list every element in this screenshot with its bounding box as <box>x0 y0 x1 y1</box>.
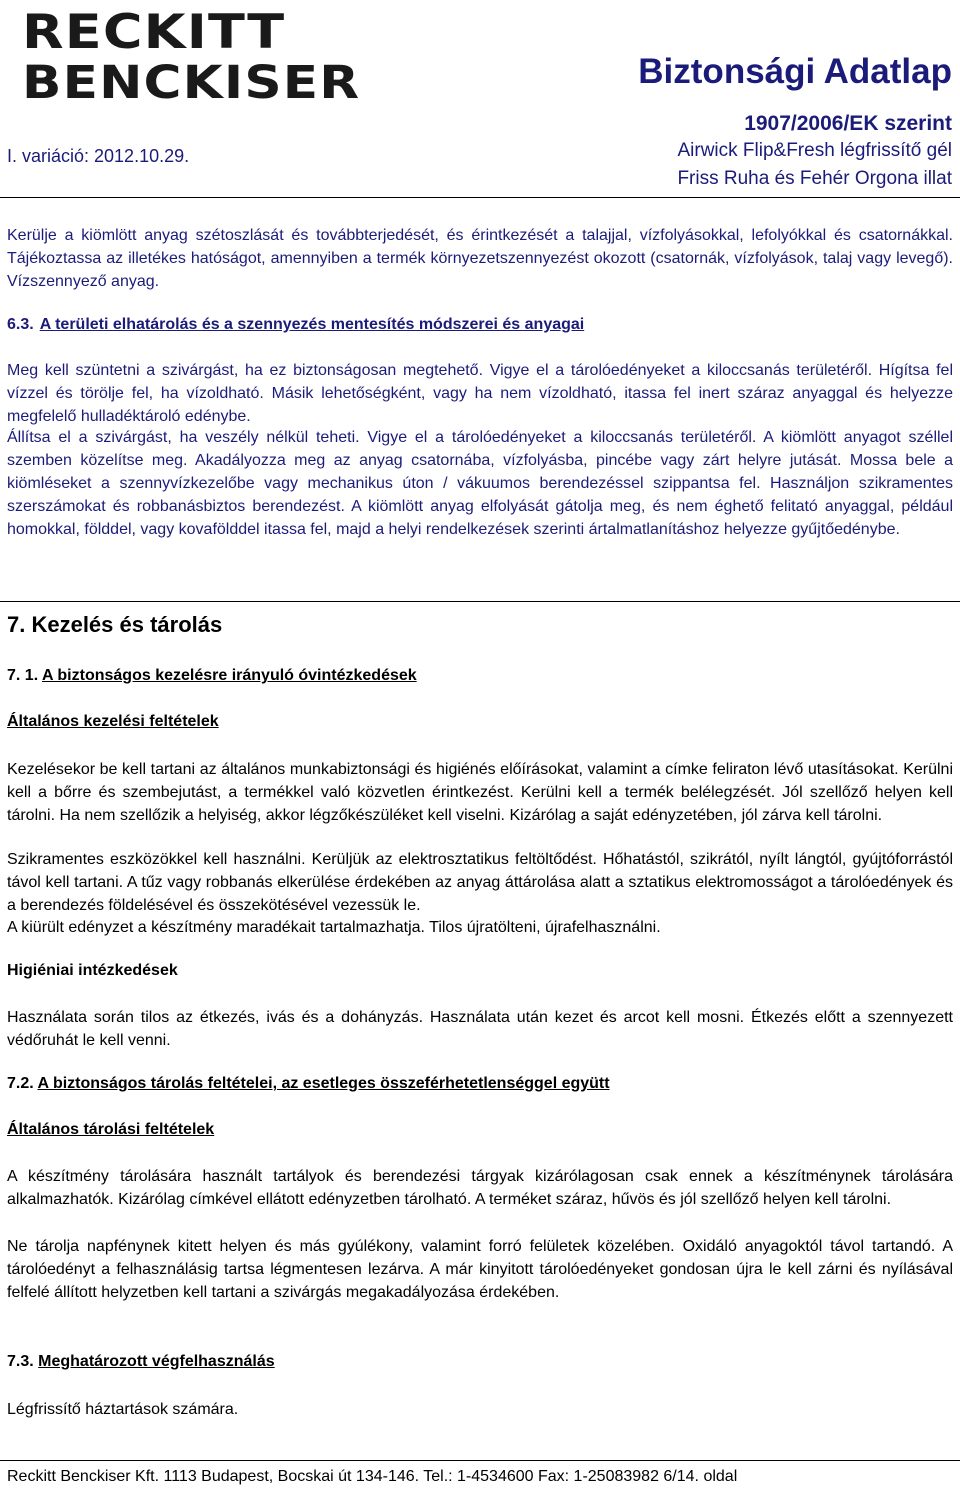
hygiene-heading: Higiéniai intézkedések <box>7 962 178 979</box>
section-7-1-heading <box>7 667 417 685</box>
product-name-line-2: Friss Ruha és Fehér Orgona illat <box>677 168 952 189</box>
section-divider <box>0 601 960 602</box>
general-storage-paragraph-1: A készítmény tárolására használt tartályok és berendezési tárgyak kizárólagosan csak ennek a készítménynek tárolására alkalmazhatók. Kizárólag címkével ellátott edényzetben tárolható. A terméket száraz, hűvös és jól szellőző helyen kell tárolni. <box>7 1168 953 1208</box>
section-title: A biztonságos tárolás feltételei, az esetleges összeférhetetlenséggel együtt <box>37 1075 610 1092</box>
section-7-heading: 7. Kezelés és tárolás <box>7 612 223 637</box>
company-logo <box>22 5 361 109</box>
section-6-3-paragraph-1: Meg kell szüntetni a szivárgást, ha ez biztonságosan megtehető. Vigye el a tárolóedényeket a kiloccsanás területéről. Hígítsa fel vízzel és törölje fel, ha vízoldható. Másik lehetőségként, vagy ha nem vízoldható, itassa fel inert száraz anyaggal és helyezze megfelelő hulladéktároló edénybe. <box>7 362 953 425</box>
intro-paragraph: Kerülje a kiömlött anyag szétoszlását és továbbterjedését, és érintkezését a talajjal, vízfolyásokkal, lefolyókkal és csatornákkal. Tájékoztassa az illetékes hatóságot, amennyiben a termék környezetszennyezést okozott (csatornák, vízfolyások, talaj vagy levegő). Vízszennyező anyag. <box>7 227 953 290</box>
general-handling-paragraph-1: Kezelésekor be kell tartani az általános munkabiztonsági és higiénés előírásokat, valamint a címke feliraton lévő utasításokat. Kerülni kell a bőrre és szembejutást, a termékkel való közvetlen érintkezést. Kerülni kell a termék belélegzését. Jól szellőző helyen kell tárolni. Ha nem szellőzik a helyiség, akkor légzőkészüléket kell viselni. Kizárólag a saját edényzetében, jól zárva kell tárolni. <box>7 761 953 824</box>
section-title: A területi elhatárolás és a szennyezés mentesítés módszerei és anyagai <box>39 316 585 333</box>
logo-line-2: BENCKISER <box>22 56 361 109</box>
logo-line-1: RECKITT <box>22 5 286 60</box>
section-7-3-paragraph: Légfrissítő háztartások számára. <box>7 1401 239 1418</box>
section-title: Meghatározott végfelhasználás <box>38 1353 275 1370</box>
section-6-3-paragraph-2: Állítsa el a szivárgást, ha veszély nélkül teheti. Vigye el a tárolóedényeket a kiloccsanás területéről. A kiömlött anyagot széllel szemben közelítse meg. Akadályozza meg az anyag csatornába, vízfolyásba, pincébe vagy zárt helyre jutását. Mossa bele a kiömléseket a szennyvízkezelőbe vagy mechanikus úton / vákuumos berendezéssel szippantsa fel. Használjon szikramentes szerszámokat és robbanásbiztos berendezést. A kiömlött anyag elfolyását gátolja meg, és nem éghető felitató anyaggal, például homokkal, földdel, vagy kovafölddel itassa fel, majd a helyi rendelkezések szerinti ártalmatlanításhoz helyezze gyűjtőedénybe. <box>7 429 953 538</box>
header-divider <box>0 197 960 198</box>
section-6-3-heading <box>7 316 584 334</box>
general-storage-heading: Általános tárolási feltételek <box>7 1121 215 1138</box>
hygiene-paragraph: Használata során tilos az étkezés, ivás és a dohányzás. Használata után kezet és arcot kell mosni. Étkezés előtt a szennyezett védőruhát le kell venni. <box>7 1009 953 1049</box>
document-title: Biztonsági Adatlap <box>638 52 952 91</box>
section-number: 7. 1. <box>7 667 39 684</box>
general-handling-heading: Általános kezelési feltételek <box>7 713 219 730</box>
footer-text: Reckitt Benckiser Kft. 1113 Budapest, Bocskai út 134-146. Tel.: 1-4534600 Fax: 1-25083982 6/14. oldal <box>7 1468 738 1485</box>
section-title: A biztonságos kezelésre irányuló óvintézkedések <box>42 667 417 684</box>
section-7-2-heading <box>7 1075 610 1093</box>
section-number: 7.3. <box>7 1353 34 1370</box>
section-7-3-heading <box>7 1353 275 1371</box>
general-handling-paragraph-2: Szikramentes eszközökkel kell használni. Kerüljük az elektrosztatikus feltöltődést. Hőhatástól, szikrától, nyílt lángtól, gyújtóforrástól távol kell tartani. A tűz vagy robbanás elkerülése érdekében az anyag áttárolása alatt a sztatikus elektromosságot a tárolóedények és a berendezés földelésével és összekötésével vezessük le. <box>7 851 953 914</box>
footer-divider <box>0 1460 960 1461</box>
version-date: I. variáció: 2012.10.29. <box>7 146 190 166</box>
general-handling-paragraph-3: A kiürült edényzet a készítmény maradékait tartalmazhatja. Tilos újratölteni, újrafelhasználni. <box>7 919 661 936</box>
section-number: 7.2. <box>7 1075 34 1092</box>
product-name-line-1: Airwick Flip&Fresh légfrissítő gél <box>677 140 952 161</box>
general-storage-paragraph-2: Ne tárolja napfénynek kitett helyen és más gyúlékony, valamint forró felületek közelében. Oxidáló anyagoktól távol tartandó. A tárolóedényt a felhasználásig tartsa légmentesen lezárva. A már kinyitott tárolóedényeket gondosan újra le kell zárni és nyílásával felfelé állított helyzetben kell tartani a szivárgás megakadályozása érdekében. <box>7 1238 953 1301</box>
section-number: 6.3. <box>7 316 34 333</box>
regulation-reference: 1907/2006/EK szerint <box>744 112 952 135</box>
